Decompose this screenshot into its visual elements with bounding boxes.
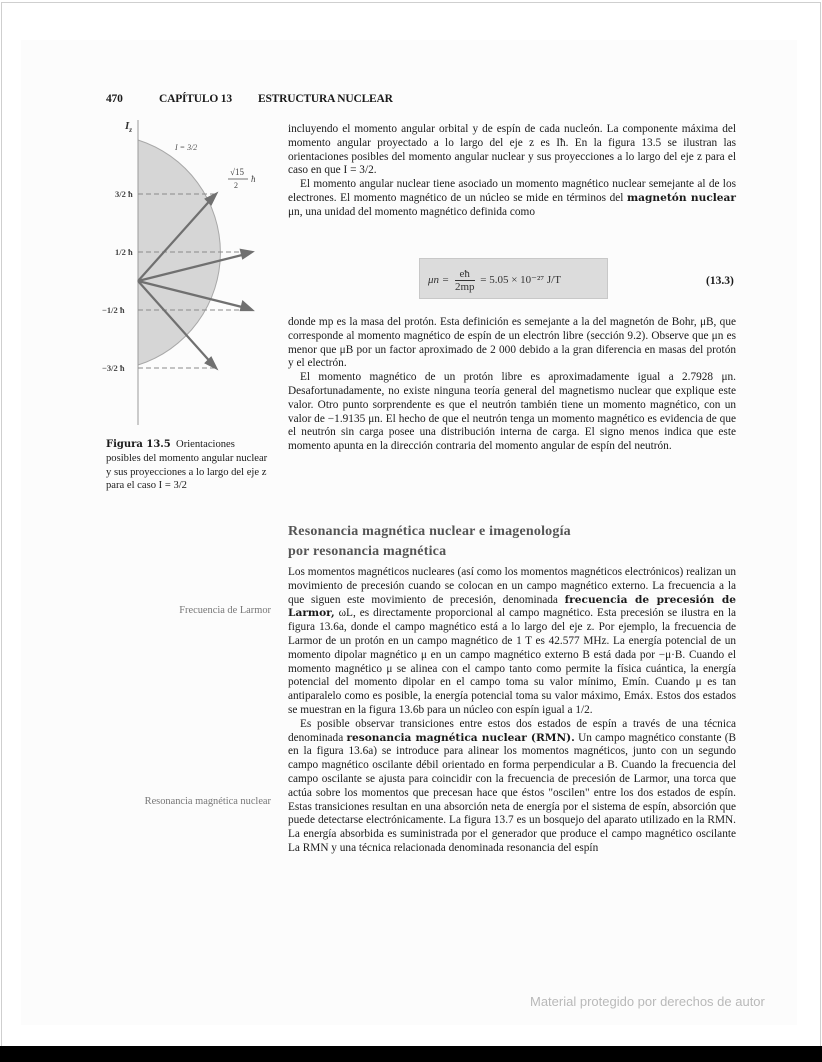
term-rmn: resonancia magnética nuclear (RMN).	[346, 731, 575, 744]
section-heading: Resonancia magnética nuclear e imagenología por resonancia magnética	[288, 524, 571, 559]
chapter-label: CAPÍTULO 13	[159, 93, 232, 105]
paragraph-4: El momento magnético de un protón libre es aproximadamente igual a 2.7928 μn. Desafortunadamente, no existe ninguna teoría general del magnetismo nuclear que explique este valor. Otro punto sorprendente es que el neutrón también tiene un momento magnético, con un valor de −1.9135 μn. El hecho de que el neutrón tenga un momento magnético es evidencia de que el neutrón sin carga posee una distribución interna de carga. El signo menos indica que este momento apunta en la dirección contraria del momento angular de espín del neutrón.	[288, 371, 736, 453]
paragraph-2: El momento angular nuclear tiene asociado un momento magnético nuclear semejante al de los electrones. El momento magnético de un núcleo se mide en términos del magnetón nuclear μn, una unidad del momento magnético definida como	[288, 178, 736, 218]
paragraph-5: Los momentos magnéticos nucleares (así como los momentos magnéticos electrónicos) realizan un movimiento de precesión cuando se colocan en un campo magnético externo. La frecuencia a la que siguen este movimiento de precesión, denominada frecuencia de precesión de Larmor, ωL, es directamente proporcional al campo magnético. Esta precesión se ilustra en la figura 13.6a, donde el campo magnético está a lo largo del eje z. Por ejemplo, la frecuencia de Larmor de un protón en un campo magnético de 1 T es 42.577 MHz. La energía potencial de un momento dipolar magnético μ en un campo magnético externo B está dada por −μ·B. Cuando el momento magnético μ se alinea con el campo tanto como permite la física cuántica, la energía potencial del momento dipolar en el campo toma su valor mínimo, Emín. Cuando μ es tan antiparalelo como es posible, la energía potencial toma su valor máximo, Emáx. Estos dos estados se muestran en la figura 13.6b para un núcleo con espín igual a 1/2.	[288, 566, 736, 716]
svg-text:−1/2 ħ: −1/2 ħ	[102, 305, 125, 315]
text-block-2	[288, 316, 736, 454]
figure-caption	[106, 438, 268, 493]
chapter-title: ESTRUCTURA NUCLEAR	[258, 93, 393, 105]
margin-note-rmn: Resonancia magnética nuclear	[144, 796, 271, 807]
svg-text:√15: √15	[230, 167, 244, 177]
equation-number: (13.3)	[706, 275, 734, 287]
text-block-3	[288, 566, 736, 856]
term-larmor: frecuencia de precesión de Larmor,	[288, 593, 736, 620]
paragraph-3: donde mp es la masa del protón. Esta definición es semejante a la del magnetón de Bohr, μB, que corresponde al momento magnético de espín de un electrón libre (sección 9.2). Observe que μn es menor que μB por un factor aproximado de 2 000 debido a la gran diferencia en masas del protón y el electrón.	[288, 316, 736, 370]
svg-text:ħ: ħ	[251, 174, 256, 184]
figure-caption-text: Orientaciones posibles del momento angular nuclear y sus proyecciones a lo largo del eje z para el caso I = 3/2	[106, 439, 268, 492]
paragraph-6: Es posible observar transiciones entre estos dos estados de espín a través de una técnica denominada resonancia magnética nuclear (RMN). Un campo magnético constante (B en la figura 13.6a) se introduce para alinear los momentos magnéticos, junto con un segundo campo magnético oscilante débil orientado en forma perpendicular a B. Cuando la frecuencia del campo oscilante se ajusta para coincidir con la frecuencia de precesión de Larmor, una torca que actúa sobre los momentos que precesan hace que éstos "oscilen" entre los dos estados de espín. Estas transiciones resultan en una absorción neta de energía por el sistema de espín, absorción que puede detectarse electrónicamente. La figura 13.7 es un bosquejo del aparato utilizado en la RMN. La energía absorbida es suministrada por el generador que produce el campo magnético oscilante La RMN y una técnica relacionada denominada resonancia del espín	[288, 717, 736, 854]
text-block-1	[288, 123, 736, 220]
svg-text:I = 3/2: I = 3/2	[175, 143, 198, 152]
figure-caption-number: Figura 13.5	[106, 439, 171, 450]
svg-text:3/2 ħ: 3/2 ħ	[115, 189, 133, 199]
figure-13-5-diagram	[100, 115, 280, 435]
copyright-watermark: Material protegido por derechos de autor	[530, 994, 765, 1009]
svg-text:Iz: $I_z$	[125, 120, 133, 134]
margin-note-larmor: Frecuencia de Larmor	[179, 605, 271, 616]
svg-text:1/2 ħ: 1/2 ħ	[115, 247, 133, 257]
page-number: 470	[106, 93, 123, 105]
term-magneton-nuclear: magnetón nuclear	[626, 191, 736, 204]
svg-text:2: 2	[234, 181, 238, 190]
bottom-black-bar	[0, 1046, 822, 1062]
paragraph-1: incluyendo el momento angular orbital y de espín de cada nucleón. La componente máxima del momento angular proyectado a lo largo del eje z es Iħ. En la figura 13.5 se ilustran las orientaciones posibles del momento angular nuclear y sus proyecciones a lo largo del eje z para el caso en que I = 3/2.	[288, 123, 736, 177]
equation-13-3: μn = $\frac{eħ}{2mp}$ = 5.05 × 10⁻²⁷ J/T	[428, 268, 561, 293]
svg-text:−3/2 ħ: −3/2 ħ	[102, 363, 125, 373]
